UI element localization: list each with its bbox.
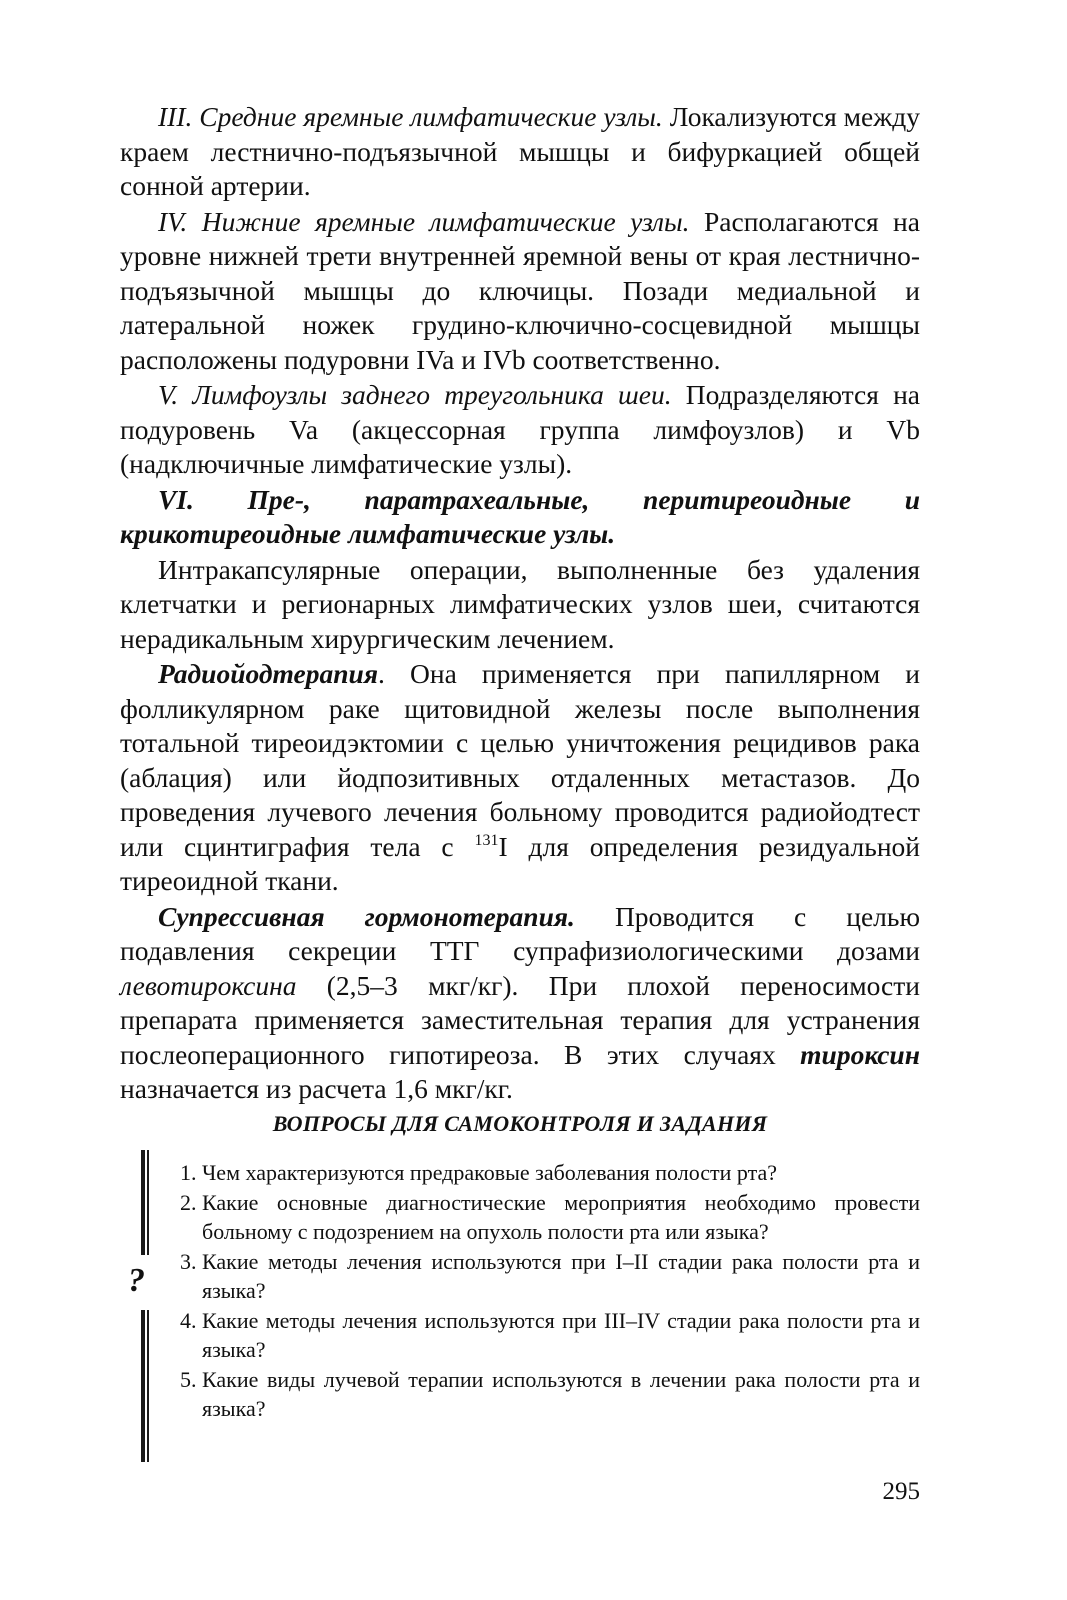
paragraph-text: . Она применяется при папиллярном и фолликулярном раке щитовидной железы после выполнения тотальной тиреоидэктомии с целью уничтожения рецидивов рака (аблация) или йодпозитивных отдаленных метастазов. До проведения лучевого лечения больному проводится радиойодтест или сцинтиграфия тела с: [120, 658, 920, 862]
paragraph-lead: V. Лимфоузлы заднего треугольника шеи.: [158, 379, 672, 410]
question-number: 5.: [180, 1366, 197, 1392]
margin-bar-gap: [145, 1310, 147, 1462]
list-item: [180, 1306, 920, 1365]
paragraph-text: назначается из расчета 1,6 мкг/кг.: [120, 1073, 513, 1104]
drug-levothyroxine: левотироксина: [120, 969, 297, 1001]
paragraph-level-iv: [120, 205, 920, 378]
question-text: Какие методы лечения используются при III–IV стадии рака полости рта и языка?: [202, 1307, 920, 1362]
list-item: [180, 1158, 920, 1188]
question-number: 2.: [180, 1189, 197, 1215]
paragraph-text: (2,5–3 мкг/кг). При плохой переносимости препарата применяется заместительная терапия для устранения послеоперационного гипотиреоза. В этих случаях: [120, 969, 920, 1070]
question-number: 3.: [180, 1248, 197, 1274]
drug-thyroxine: тироксин: [800, 1038, 920, 1070]
paragraph-lead: IV. Нижние яремные лимфатические узлы.: [158, 205, 690, 237]
list-item: [180, 1365, 920, 1424]
question-text: Какие виды лучевой терапии используются в лечении рака полости рта и языка?: [202, 1366, 920, 1421]
paragraph-text: Интракапсулярные операции, выполненные без удаления клетчатки и регионарных лимфатических узлов шеи, считаются нерадикальным хирургическим лечением.: [120, 553, 920, 654]
paragraph-suppressive: [120, 900, 920, 1107]
paragraph-text: Проводится с целью подавления секреции ТТГ супрафизиологическими дозами: [120, 900, 920, 966]
paragraph-lead: VI. Пре-, паратрахеальные, перитиреоидные и крикотиреоидные лимфатические узлы.: [120, 483, 920, 549]
paragraph-level-v: [120, 378, 920, 482]
term-radioiodine: Радиойодтерапия: [158, 658, 378, 689]
section-heading: ВОПРОСЫ ДЛЯ САМОКОНТРОЛЯ И ЗАДАНИЯ: [272, 1111, 768, 1136]
list-item: [180, 1188, 920, 1247]
question-text: Какие основные диагностические мероприятия необходимо провести больному с подозрением на опухоль полости рта или языка?: [202, 1189, 920, 1244]
question-list: [180, 1158, 920, 1424]
isotope-symbol: I: [498, 830, 508, 862]
paragraph-text: для определения резидуальной тиреоидной ткани.: [120, 830, 920, 896]
question-mark-icon: ?: [128, 1262, 145, 1299]
isotope-mass: 131: [474, 831, 499, 849]
question-text: Какие методы лечения используются при I–II стадии рака полости рта и языка?: [202, 1248, 920, 1303]
page-number: 295: [882, 1478, 920, 1505]
paragraph-level-vi: [120, 483, 920, 552]
question-number: 4.: [180, 1307, 197, 1333]
list-item: [180, 1247, 920, 1306]
margin-bar-gap: [145, 1150, 147, 1255]
body-text: [120, 100, 920, 1108]
term-suppressive: Супрессивная гормонотерапия.: [158, 900, 575, 932]
paragraph-lead: III. Средние яремные лимфатические узлы.: [158, 101, 663, 132]
paragraph-text: Располагаются на уровне нижней трети внутренней яремной вены от края лестнично-подъязычной мышцы до ключицы. Позади медиальной и латеральной ножек грудино-ключично-сосцевидной мышцы расположены подуровни IVa и IVb соответственно.: [120, 205, 920, 375]
paragraph-intracapsular: [120, 553, 920, 657]
paragraph-text: Подразделяются на подуровень Va (акцессорная группа лимфоузлов) и Vb (надключичные лимфатические узлы).: [120, 379, 920, 479]
paragraph-text: Локализуются между краем лестнично-подъязычной мышцы и бифуркацией общей сонной артерии.: [120, 101, 920, 201]
question-number: 1.: [180, 1160, 197, 1185]
question-text: Чем характеризуются предраковые заболевания полости рта?: [202, 1160, 778, 1185]
paragraph-level-iii: [120, 100, 920, 204]
paragraph-radioiodine: [120, 657, 920, 899]
